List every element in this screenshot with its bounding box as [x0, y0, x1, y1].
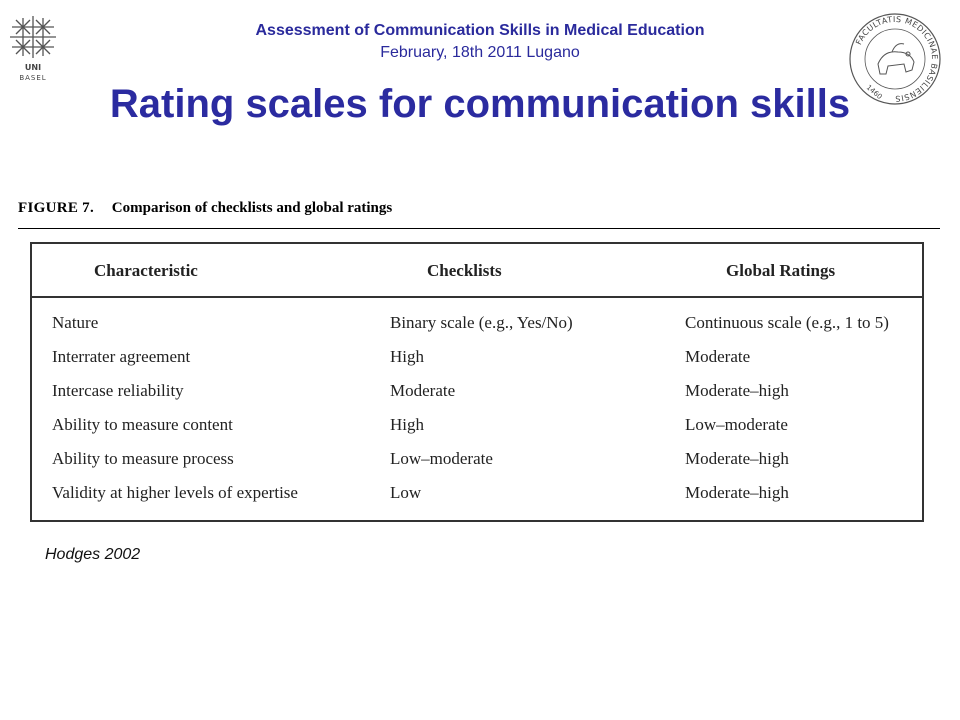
header-event-title: Assessment of Communication Skills in Medical Education: [255, 22, 705, 39]
column-header-characteristic: Characteristic: [94, 261, 198, 280]
cell-characteristic: Interrater agreement: [52, 347, 191, 366]
column-header-global-ratings: Global Ratings: [726, 261, 836, 280]
cell-global-ratings: Moderate–high: [685, 483, 789, 502]
cell-characteristic: Nature: [52, 313, 99, 332]
cell-characteristic: Intercase reliability: [52, 381, 184, 400]
figure-caption-text: Comparison of checklists and global ratings: [111, 200, 393, 216]
logo-text-basel: BASEL: [19, 74, 47, 82]
table-row: [32, 312, 922, 346]
cell-checklists: Low–moderate: [390, 449, 493, 468]
cell-characteristic: Validity at higher levels of expertise: [52, 483, 298, 502]
column-header-checklists: Checklists: [427, 261, 502, 280]
cell-global-ratings: Moderate: [685, 347, 751, 366]
uni-basel-logo-icon: [8, 14, 58, 84]
seal-year: 1460: [864, 83, 884, 101]
header-date-location: February, 18th 2011 Lugano: [380, 44, 580, 61]
presentation-header: [130, 20, 830, 64]
cell-global-ratings: Moderate–high: [685, 381, 789, 400]
table-row: [32, 380, 922, 414]
table-row: [32, 346, 922, 380]
seal-text: FACULTATIS MEDICINAE BASILIENSIS: [854, 14, 940, 104]
slide-title: Rating scales for communication skills: [109, 82, 851, 126]
table-row: [32, 482, 922, 516]
cell-checklists: High: [390, 347, 424, 366]
logo-text-uni: UNI: [24, 63, 42, 72]
table-row: [32, 448, 922, 482]
figure-caption: [18, 200, 392, 217]
figure-divider: [18, 228, 940, 229]
table-row: [32, 414, 922, 448]
cell-characteristic: Ability to measure content: [52, 415, 233, 434]
cell-global-ratings: Low–moderate: [685, 415, 788, 434]
source-citation: Hodges 2002: [45, 546, 141, 563]
cell-checklists: Moderate: [390, 381, 456, 400]
cell-global-ratings: Continuous scale (e.g., 1 to 5): [685, 313, 889, 332]
cell-checklists: High: [390, 415, 424, 434]
cell-global-ratings: Moderate–high: [685, 449, 789, 468]
comparison-table: [30, 242, 924, 522]
cell-characteristic: Ability to measure process: [52, 449, 234, 468]
table-header: [32, 244, 922, 298]
cell-checklists: Low: [390, 483, 422, 502]
cell-checklists: Binary scale (e.g., Yes/No): [390, 313, 573, 332]
figure-label: FIGURE 7.: [18, 200, 95, 216]
